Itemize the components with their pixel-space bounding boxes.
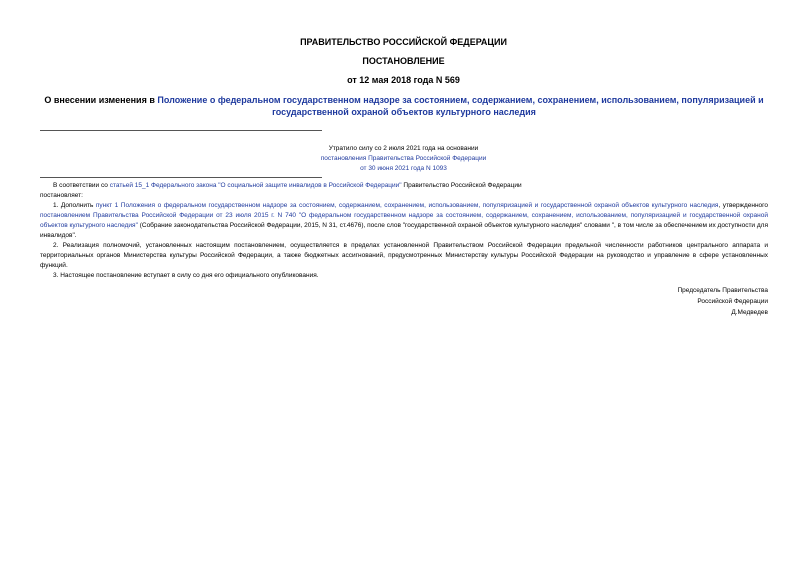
repeal-note-link-2[interactable]: от 30 июня 2021 года N 1093 xyxy=(360,165,447,172)
paragraph-1 xyxy=(40,201,768,241)
preamble-law-link[interactable]: статьей 15_1 Федерального закона "О социальной защите инвалидов в Российской Федерации" xyxy=(109,182,402,189)
preamble-text-end: Правительство Российской Федерации xyxy=(401,182,522,189)
government-heading: ПРАВИТЕЛЬСТВО РОССИЙСКОЙ ФЕДЕРАЦИИ xyxy=(300,37,507,47)
repeal-note xyxy=(300,144,507,174)
signature-organization: Российской Федерации xyxy=(697,298,768,305)
paragraph-1-link-1[interactable]: пункт 1 Положения о федеральном государственном надзоре за состоянием, содержанием, сохранением, использованием, популяризацией и государственной охраной объектов культурного наследия xyxy=(95,202,719,209)
preamble-text: В соответствии со xyxy=(53,182,110,189)
divider-top xyxy=(40,130,322,131)
document-title xyxy=(40,94,768,118)
paragraph-2: 2. Реализация полномочий, установленных настоящим постановлением, осуществляется в пределах установленной Правительством Российской Федерации предельной численности работников центрального аппарата и территориальных органов Министерства культуры Российской Федерации, а также бюджетных ассигнований, предусмотренных Министерству культуры Российской Федерации на руководство и управление в сфере установленных функций. xyxy=(40,242,768,269)
paragraph-1-link-2[interactable]: постановлением Правительства Российской Федерации от 23 июля 2015 г. N 740 "О федеральном государственном надзоре за состоянием, содержанием, сохранением, использованием, популяризацией и государственной охраной объектов культурного наследия" xyxy=(40,212,768,229)
paragraph-3: 3. Настоящее постановление вступает в силу со дня его официального опубликования. xyxy=(53,272,319,279)
document-type: ПОСТАНОВЛЕНИЕ xyxy=(362,56,445,66)
document-body xyxy=(40,181,768,281)
signature-name: Д.Медведев xyxy=(731,309,768,316)
title-prefix: О внесении изменения в xyxy=(44,95,158,105)
signature-block xyxy=(677,285,768,318)
document-date: от 12 мая 2018 года N 569 xyxy=(347,75,460,85)
divider-bottom xyxy=(40,177,322,178)
repeal-note-link-1[interactable]: постановления Правительства Российской Федерации xyxy=(320,155,487,162)
paragraph-1-end: (Собрание законодательства Российской Федерации, 2015, N 31, ст.4676), после слов "государственной охраной объектов культурного наследия" словами ", в том числе за обеспечением их доступности для инвалидов". xyxy=(40,222,768,239)
paragraph-1-middle: , утвержденного xyxy=(718,202,769,209)
signature-position: Председатель Правительства xyxy=(677,287,768,294)
resolves-label: постановляет: xyxy=(40,192,83,199)
paragraph-1-start: 1. Дополнить xyxy=(53,202,96,209)
title-link[interactable]: Положение о федеральном государственном надзоре за состоянием, содержанием, сохранением, использованием, популяризацией и государственной охраной объектов культурного наследия xyxy=(157,95,764,117)
preamble xyxy=(40,181,768,191)
repeal-note-text: Утратило силу со 2 июля 2021 года на основании xyxy=(328,145,479,152)
